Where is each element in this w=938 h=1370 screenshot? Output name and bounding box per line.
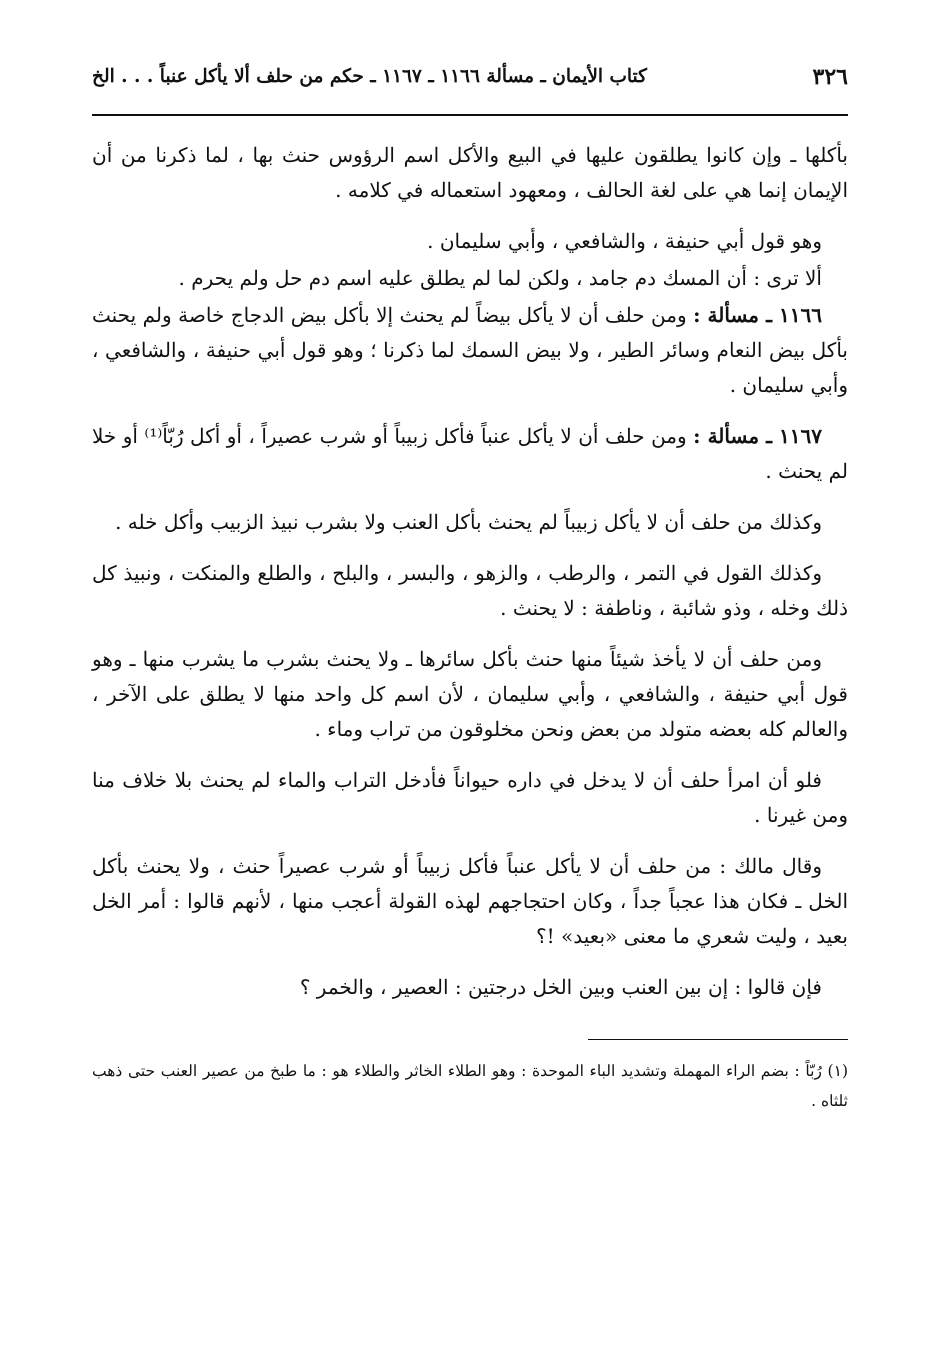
paragraph-5: وكذلك القول في التمر ، والرطب ، والزهو ، والبسر ، والبلح ، والطلع والمنكت ، ونبيذ كل ذلك وخله ، وذو شائبة ، وناطفة : لا يحنث . — [92, 561, 848, 620]
page-header — [92, 56, 848, 100]
footnote: (١) رُبّاً : بضم الراء المهملة وتشديد الباء الموحدة : وهو الطلاء الخاثر والطلاء هو : ما طبخ من عصير العنب حتى ذهب ثلثاه . — [92, 1061, 848, 1110]
paragraph-2: وهو قول أبي حنيفة ، والشافعي ، وأبي سليمان . — [427, 229, 822, 253]
paragraph-8: وقال مالك : من حلف أن لا يأكل عنباً فأكل زبيباً أو شرب عصيراً حنث ، ولا يحنث بأكل الخل ـ فكان هذا عجباً جداً ، وكان احتجاجهم لهذه القولة أعجب منها ، لأنهم قالوا : أمر الخل بعيد ، وليت شعري ما معنى «بعيد» !؟ — [92, 854, 848, 948]
paragraph-4: وكذلك من حلف أن لا يأكل زبيباً لم يحنث بأكل العنب ولا بشرب نبيذ الزبيب وأكل خله . — [115, 510, 822, 534]
paragraph-6: ومن حلف أن لا يأخذ شيئاً منها حنث بأكل سائرها ـ ولا يحنث بشرب ما يشرب منها ـ وهو قول أبي حنيفة ، والشافعي ، وأبي سليمان ، لأن اسم كل واحد منها لا يطلق على الآخر ، والعالم كله بعضه متولد من بعض ونحن مخلوقون من تراب وماء . — [92, 647, 848, 741]
paragraph-7: فلو أن امرأ حلف أن لا يدخل في داره حيواناً فأدخل التراب والماء لم يحنث بلا خلاف منا ومن غيرنا . — [92, 768, 848, 827]
paragraph-9: فإن قالوا : إن بين العنب وبين الخل درجتين : العصير ، والخمر ؟ — [299, 975, 822, 999]
paragraph-3: ألا ترى : أن المسك دم جامد ، ولكن لما لم يطلق عليه اسم دم حل ولم يحرم . — [178, 266, 822, 290]
footnote-rule — [588, 1039, 848, 1040]
masala-1167 — [92, 419, 848, 489]
masala-1167-label: ١١٦٧ ـ مسألة : — [693, 424, 822, 448]
masala-1167-text: ومن حلف أن لا يأكل عنباً فأكل زبيباً أو شرب عصيراً ، أو أكل رُبّاً⁽¹⁾ أو خلا لم يحنث . — [92, 424, 848, 483]
header-rule — [92, 114, 848, 116]
paragraph-1: بأكلها ـ وإن كانوا يطلقون عليها في البيع والأكل اسم الرؤوس حنث بها ، لما ذكرنا من أن الإيمان إنما هي على لغة الحالف ، ومعهود استعماله في كلامه . — [92, 143, 848, 202]
book-page — [92, 56, 848, 1131]
running-title: كتاب الأيمان ـ مسألة ١١٦٦ ـ ١١٦٧ ـ حكم من حلف ألا يأكل عنباً . . . الخ — [92, 66, 647, 87]
masala-1166-text: ومن حلف أن لا يأكل بيضاً لم يحنث إلا بأكل بيض الدجاج خاصة ولم يحنث بأكل بيض النعام وسائر الطير ، ولا بيض السمك لما ذكرنا ؛ وهو قول أبي حنيفة ، والشافعي ، وأبي سليمان . — [92, 303, 848, 397]
page-number: ٣٢٦ — [812, 64, 848, 90]
masala-1166-label: ١١٦٦ ـ مسألة : — [693, 303, 822, 327]
masala-1166 — [92, 298, 848, 403]
